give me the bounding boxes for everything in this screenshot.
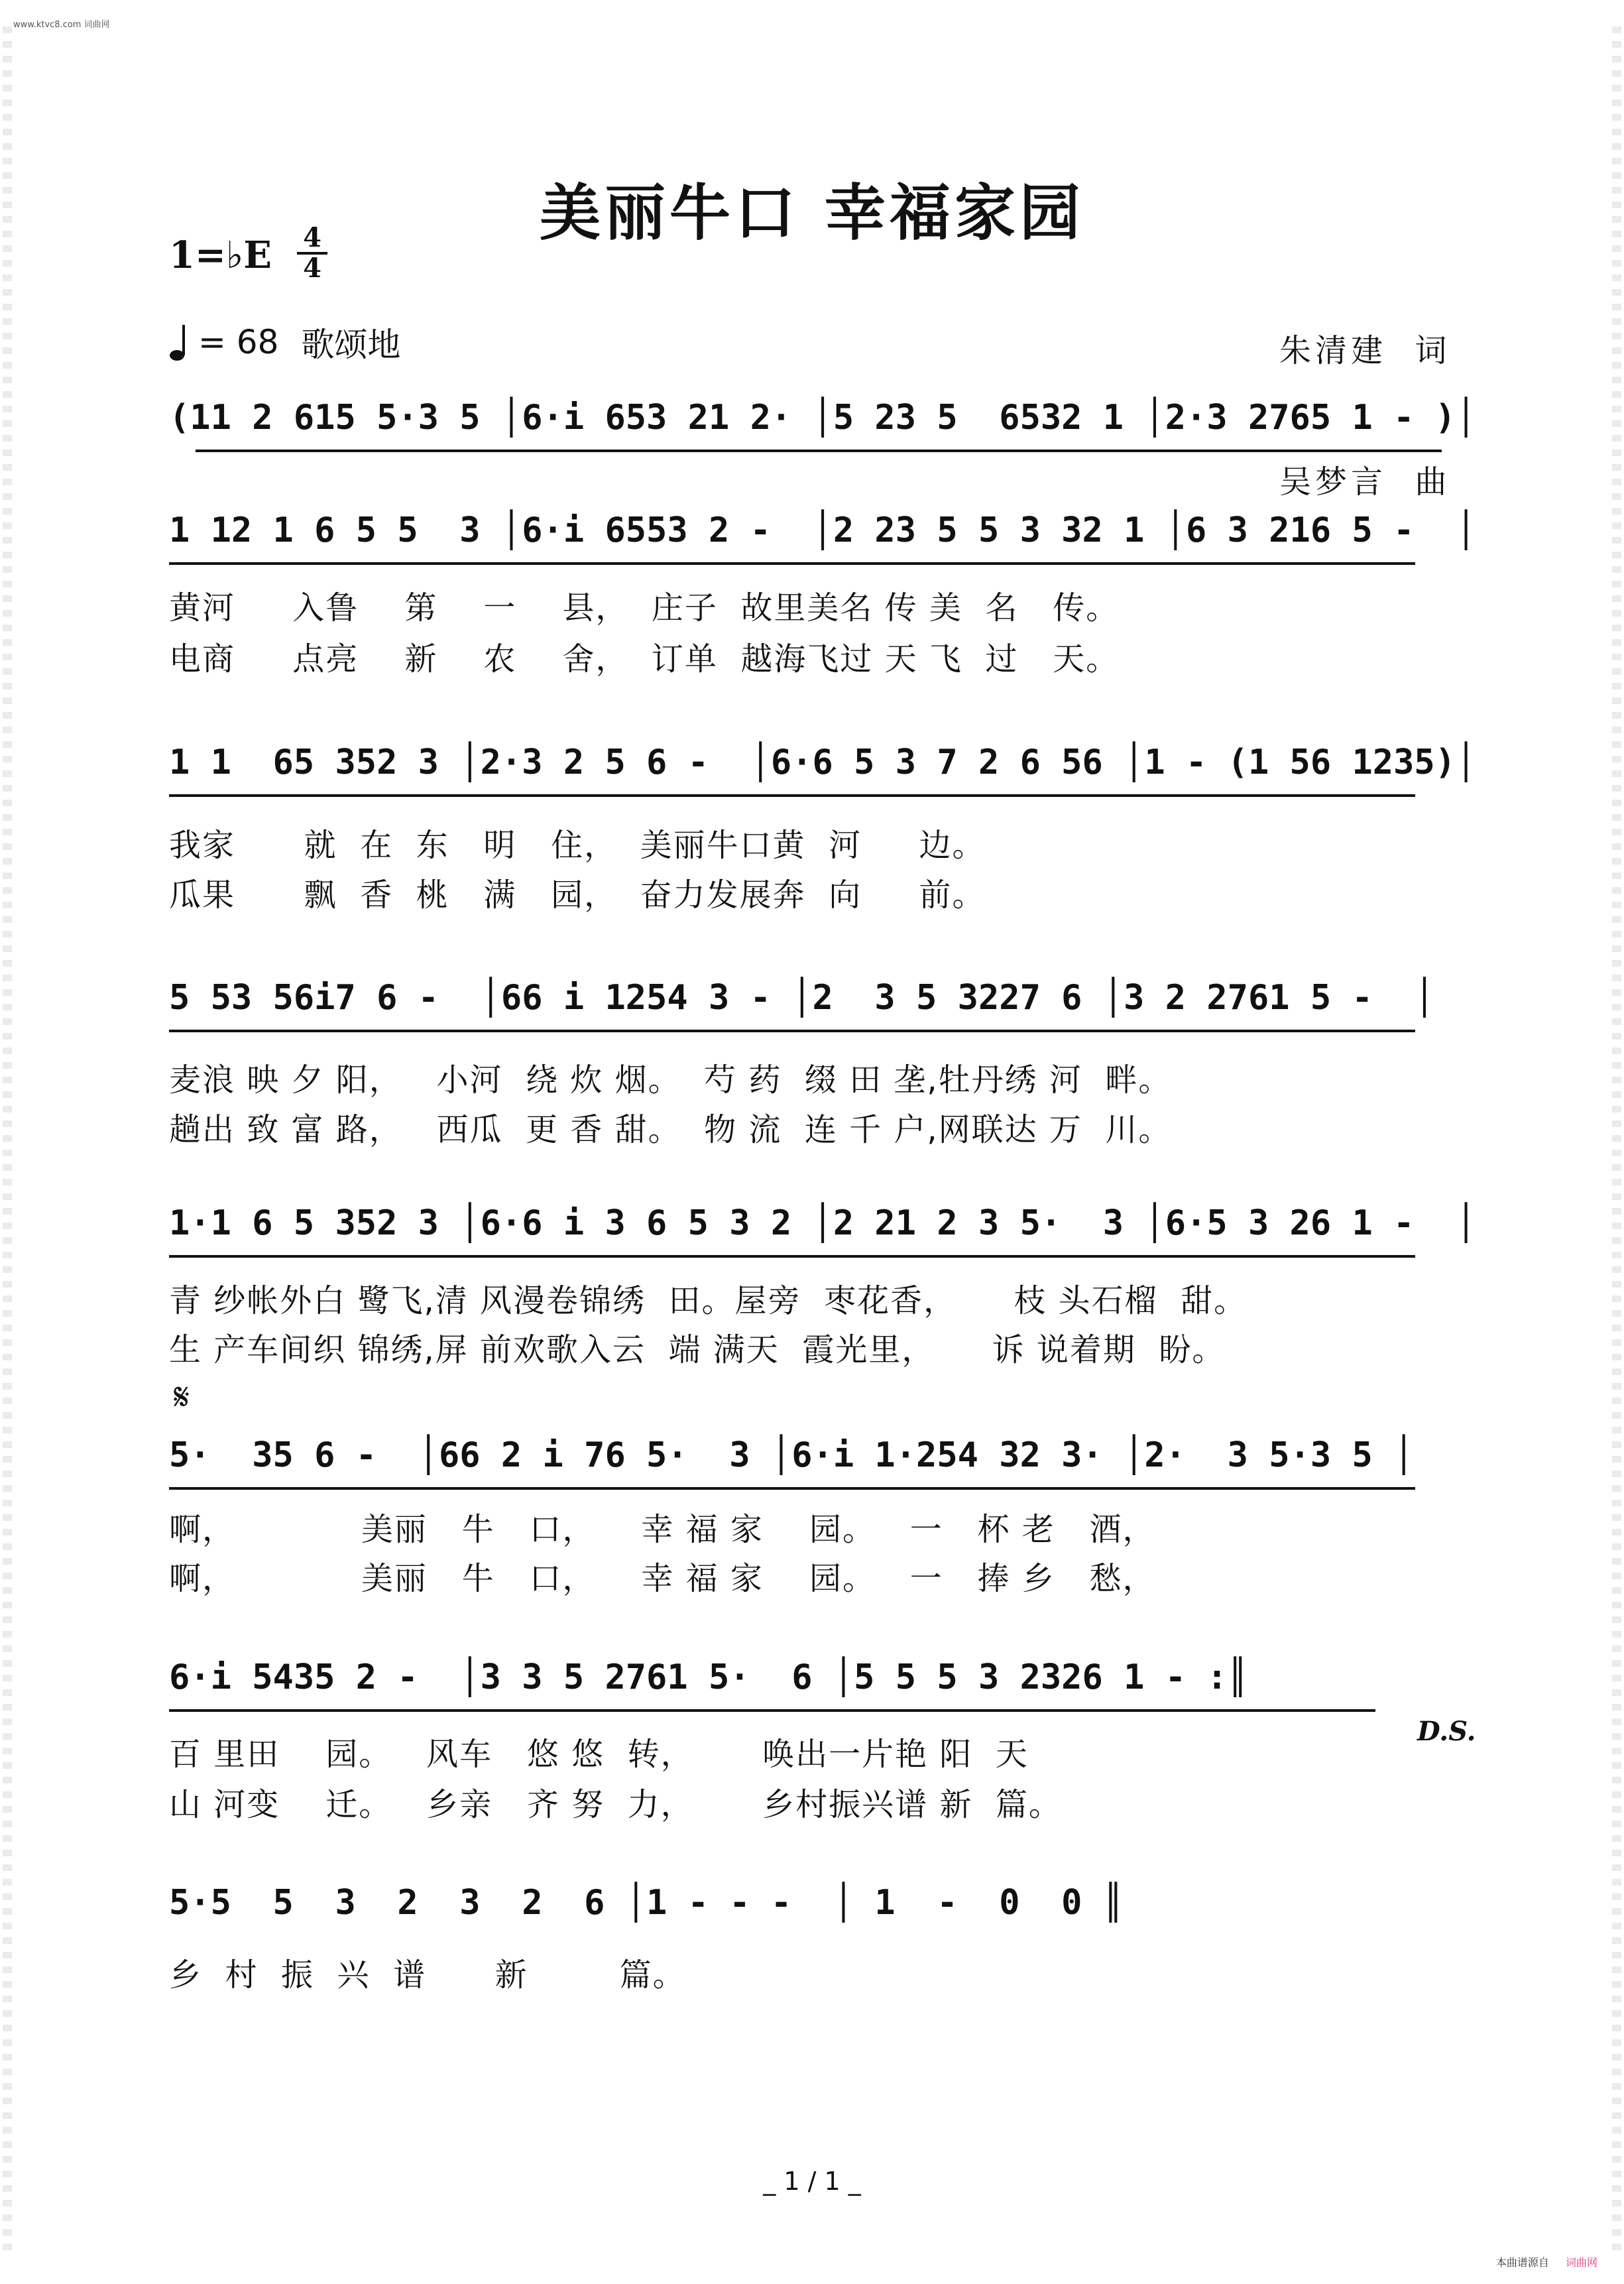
notation-line: 5·5 5 3 2 3 2 6 │1 - - - │ 1 - 0 0 ║ — [169, 1883, 1124, 1923]
score-system-6 — [169, 1435, 1458, 1508]
time-signature — [297, 222, 327, 284]
lyric-line: 啊， 美丽 牛 口， 幸 福 家 园。 一 捧 乡 愁， — [169, 1560, 1156, 1597]
lyric-line: 瓜果 飘 香 桃 满 园， 奋力发展奔 向 前。 — [169, 876, 986, 914]
time-sig-bottom: 4 — [303, 253, 321, 284]
notation-line: (11 2 615 5·3 5 │6·i 653 21 2· │5 23 5 6532 1 │2·3 2765 1 - )│ — [169, 398, 1477, 438]
da-segno-mark: D.S. — [1417, 1716, 1476, 1747]
notation-line: 5 53 56i7 6 - │66 i 1254 3 - │2 3 5 3227 6 │3 2 2761 5 - │ — [169, 978, 1435, 1018]
lyric-line: 麦浪 映 夕 阳， 小河 绕 炊 烟。 芍 药 缀 田 垄,牡丹绣 河 畔。 — [169, 1061, 1172, 1099]
credits — [1279, 241, 1451, 548]
source-tag — [1496, 2254, 1597, 2269]
beam-line — [169, 1487, 1415, 1490]
lyric-line: 青 纱帐外白 鹭飞,清 风漫卷锦绣 田。屋旁 枣花香， 枝 头石榴 甜。 — [169, 1282, 1247, 1319]
key-signature: 1=♭E — [169, 233, 272, 277]
lyricist-credit: 朱清建 词 — [1279, 332, 1451, 369]
notation-line: 1 12 1 6 5 5 3 │6·i 6553 2 - │2 23 5 5 3 32 1 │6 3 216 5 - │ — [169, 511, 1477, 550]
score-system-8 — [169, 1883, 1458, 1956]
quarter-note-icon — [169, 322, 189, 362]
lyric-line: 百 里田 园。 风车 悠 悠 转， 唤出一片艳 阳 天 — [169, 1736, 1029, 1773]
notation-line: 6·i 5435 2 - │3 3 5 2761 5· 6 │5 5 5 3 2326 1 - :║ — [169, 1657, 1248, 1697]
lyric-line: 乡 村 振 兴 谱 新 篇。 — [169, 1956, 686, 1994]
brand-link[interactable]: 词曲网 — [1565, 2256, 1597, 2269]
score-system-2 — [169, 511, 1477, 583]
segno-icon: 𝄋 — [174, 1376, 190, 1419]
page-number: _ 1 / 1 _ — [763, 2167, 861, 2196]
score-system-5 — [169, 1203, 1477, 1276]
notation-line: 5· 35 6 - │66 2 i 76 5· 3 │6·i 1·254 32 3· │2· 3 5·3 5 │ — [169, 1435, 1415, 1475]
tempo-style: 歌颂地 — [301, 326, 401, 364]
beam-line — [169, 562, 1415, 565]
tempo-bpm: = 68 — [198, 323, 279, 361]
lyric-line: 黄河 入鲁 第 一 县， 庄子 故里美名 传 美 名 传。 — [169, 589, 1120, 627]
beam-line — [169, 1709, 1375, 1712]
beam-line — [169, 794, 1415, 797]
lyric-line: 啊， 美丽 牛 口， 幸 福 家 园。 一 杯 老 酒， — [169, 1511, 1156, 1548]
lyric-line: 山 河变 迁。 乡亲 齐 努 力， 乡村振兴谱 新 篇。 — [169, 1786, 1062, 1823]
lyric-line: 趟出 致 富 路， 西瓜 更 香 甜。 物 流 连 千 户,网联达 万 川。 — [169, 1111, 1172, 1148]
score-system-7 — [169, 1657, 1458, 1730]
time-sig-top: 4 — [303, 222, 321, 253]
source-label: 本曲谱源自 — [1495, 2256, 1549, 2269]
tempo-marking — [169, 318, 400, 366]
lyric-line: 电商 点亮 新 农 舍， 订单 越海飞过 天 飞 过 天。 — [169, 640, 1120, 678]
score-system-4 — [169, 978, 1458, 1051]
beam-line — [169, 1030, 1415, 1032]
lyric-line: 生 产车间织 锦绣,屏 前欢歌入云 端 满天 霞光里， 诉 说着期 盼。 — [169, 1331, 1226, 1368]
lyric-line: 我家 就 在 东 明 住， 美丽牛口黄 河 边。 — [169, 827, 986, 864]
score-system-1 — [169, 398, 1477, 471]
notation-line: 1 1 65 352 3 │2·3 2 5 6 - │6·6 5 3 7 2 6 56 │1 - (1 56 1235)│ — [169, 743, 1477, 782]
song-title: 美丽牛口 幸福家园 — [539, 177, 1085, 249]
beam-line — [169, 1255, 1415, 1258]
site-url[interactable]: www.ktvc8.com 词曲网 — [13, 20, 110, 30]
notation-line: 1·1 6 5 352 3 │6·6 i 3 6 5 3 2 │2 21 2 3 5· 3 │6·5 3 26 1 - │ — [169, 1203, 1477, 1243]
composer-credit: 吴梦言 曲 — [1279, 463, 1451, 501]
right-watermark-strip — [1612, 27, 1621, 2257]
score-system-3 — [169, 743, 1477, 815]
left-watermark-strip — [3, 27, 12, 2257]
beam-line — [196, 450, 1442, 452]
